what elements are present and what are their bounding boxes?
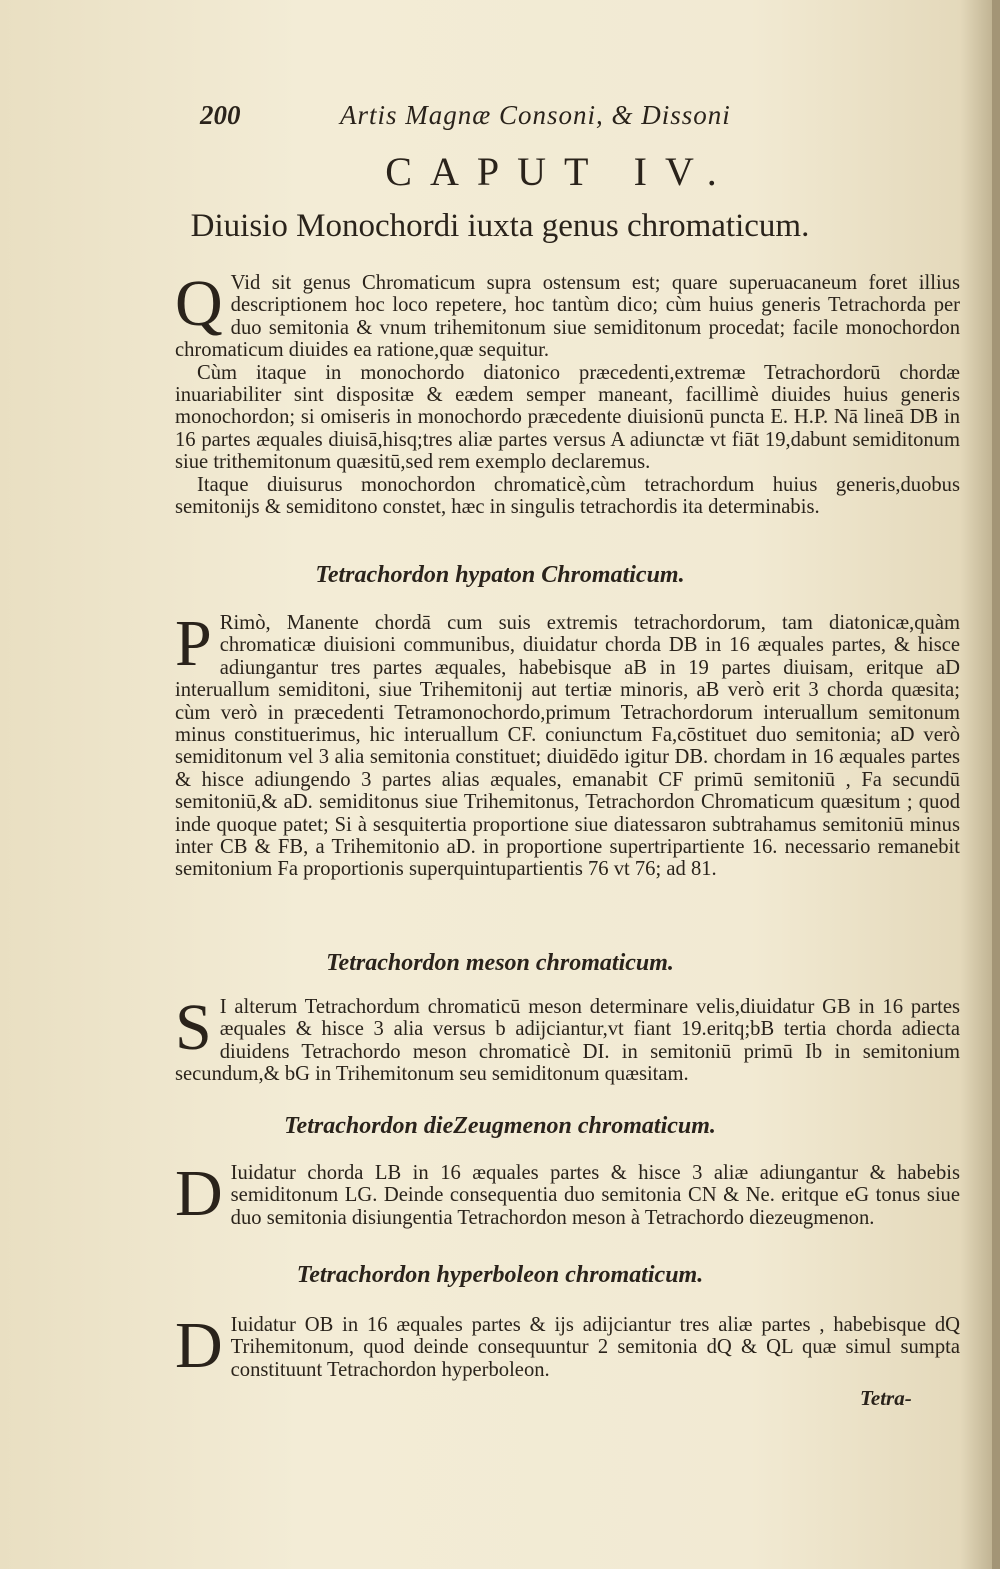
section-text: Rimò, Manente chordā cum suis extremis tetrachordorum, tam diatonicæ,quàm chromaticæ diuisioni communibus, diuidatur chorda DB in 16 æquales partes, & hisce adiungantur tres partes æquales, habebisque aB in 19 partes diuisam, eritque aD interuallum semiditoni, siue Trihemitonij aut tertiæ minoris, aB verò erit 3 chorda quæsita; cùm verò in præcedenti Tetramonochordo,primum Tetrachordorum interuallum semitonum minus constituerimus, hic interuallum CF. coniunctum Fa,cōstituet duo semitonia; aD verò semiditonum vel 3 alia semitonia constituet; diuidēdo igitur DB. chordam in 16 æquales partes & hisce adiungendo 3 partes alias æquales, emanabit CF primū semitoniū , Fa secundū semitoniū,& aD. semiditonus siue Trihemitonus, Tetrachordon Chromaticum quæsitum ; quod inde quoque patet; Si à sesquitertia proportione siue diatessaron subtrahamus semitoniū minus inter CB & FB, a Trihemitonio aD. in proportione supertripartiente 16. necessario remanebit semitonium Fa proportionis superquintupartientis 76 vt 76; ad 81. <box>175 612 960 881</box>
chapter-title: Diuisio Monochordi iuxta genus chromaticum. <box>190 208 810 244</box>
drop-cap: P <box>175 607 212 680</box>
running-title: Artis Magnæ Consoni, & Dissoni <box>340 100 731 130</box>
drop-cap: D <box>175 1309 223 1382</box>
drop-cap: S <box>175 991 212 1064</box>
intro-paragraph-2: Cùm itaque in monochordo diatonico præcedenti,extremæ Tetrachordorū chordæ inuariabiliter sint dispositæ & eædem semper maneant, facillimè diuides huius generis monochordon; si omiseris in monochordo præcedente diuisionū puncta E. H.P. Nā lineā DB in 16 partes æquales diuisā,hisq;tres aliæ partes versus A adiunctæ vt fiāt 19,dabunt semiditonum siue trithemitonum quæsitū,sed rem exemplo declaremus. <box>175 361 960 474</box>
section-heading-hypaton: Tetrachordon hypaton Chromaticum. <box>315 562 685 588</box>
section-body-meson <box>175 991 960 1086</box>
section-text: Iuidatur chorda LB in 16 æquales partes & hisce 3 aliæ adiungantur & habebis semiditonum LG. Deinde consequentia duo semitonia CN & Ne. eritque eG tonus siue duo semitonia disiungentia Tetrachordon meson à Tetrachordo diezeugmenon. <box>230 1162 960 1229</box>
section-body-diezeugmenon <box>175 1157 960 1230</box>
section-text: I alterum Tetrachordum chromaticū meson determinare velis,diuidatur GB in 16 partes æquales & hisce 3 alia versus b adijciantur,vt fiant 19.eritq;bB tertia chorda adiecta diuidens Tetrachordo meson chromaticè DI. in semitoniū primū Ib in semitonium secundum,& bG in Trihemitonum seu semiditonum quæsitam. <box>175 996 960 1086</box>
section-body-hyperboleon <box>175 1309 960 1382</box>
section-heading-diezeugmenon: Tetrachordon dieZeugmenon chromaticum. <box>284 1113 716 1139</box>
section-body-hypaton <box>175 607 960 881</box>
intro-paragraph-3: Itaque diuisurus monochordon chromaticè,cùm tetrachordum huius generis,duobus semitonijs & semiditono constet, hæc in singulis tetrachordis ita determinabis. <box>175 473 960 519</box>
section-heading-meson: Tetrachordon meson chromaticum. <box>326 950 674 976</box>
drop-cap: Q <box>175 267 223 340</box>
page-number: 200 <box>200 100 241 130</box>
page-header <box>200 100 780 140</box>
section-text: Iuidatur OB in 16 æquales partes & ijs adijciantur tres aliæ partes , habebisque dQ Trihemitonum, quod deinde consequuntur 2 semitonia dQ & QL quæ simul sumpta constituunt Tetrachordon hyperboleon. <box>230 1314 960 1381</box>
intro-paragraph-1: Vid sit genus Chromaticum supra ostensum est; quare superuacaneum foret illius descriptionem hoc loco repetere, hoc tantùm dico; cùm huius generis Tetrachorda per duo semitonia & vnum trihemitonum siue semiditonum procedat; facile monochordon chromaticum diuides ea ratione,quæ sequitur. <box>175 272 960 362</box>
intro-block <box>175 267 960 519</box>
chapter-heading: CAPUT IV. <box>385 149 735 194</box>
drop-cap: D <box>175 1157 223 1230</box>
catchword: Tetra- <box>860 1386 912 1410</box>
section-heading-hyperboleon: Tetrachordon hyperboleon chromaticum. <box>296 1262 704 1288</box>
page-edge-shadow <box>992 0 1000 1569</box>
